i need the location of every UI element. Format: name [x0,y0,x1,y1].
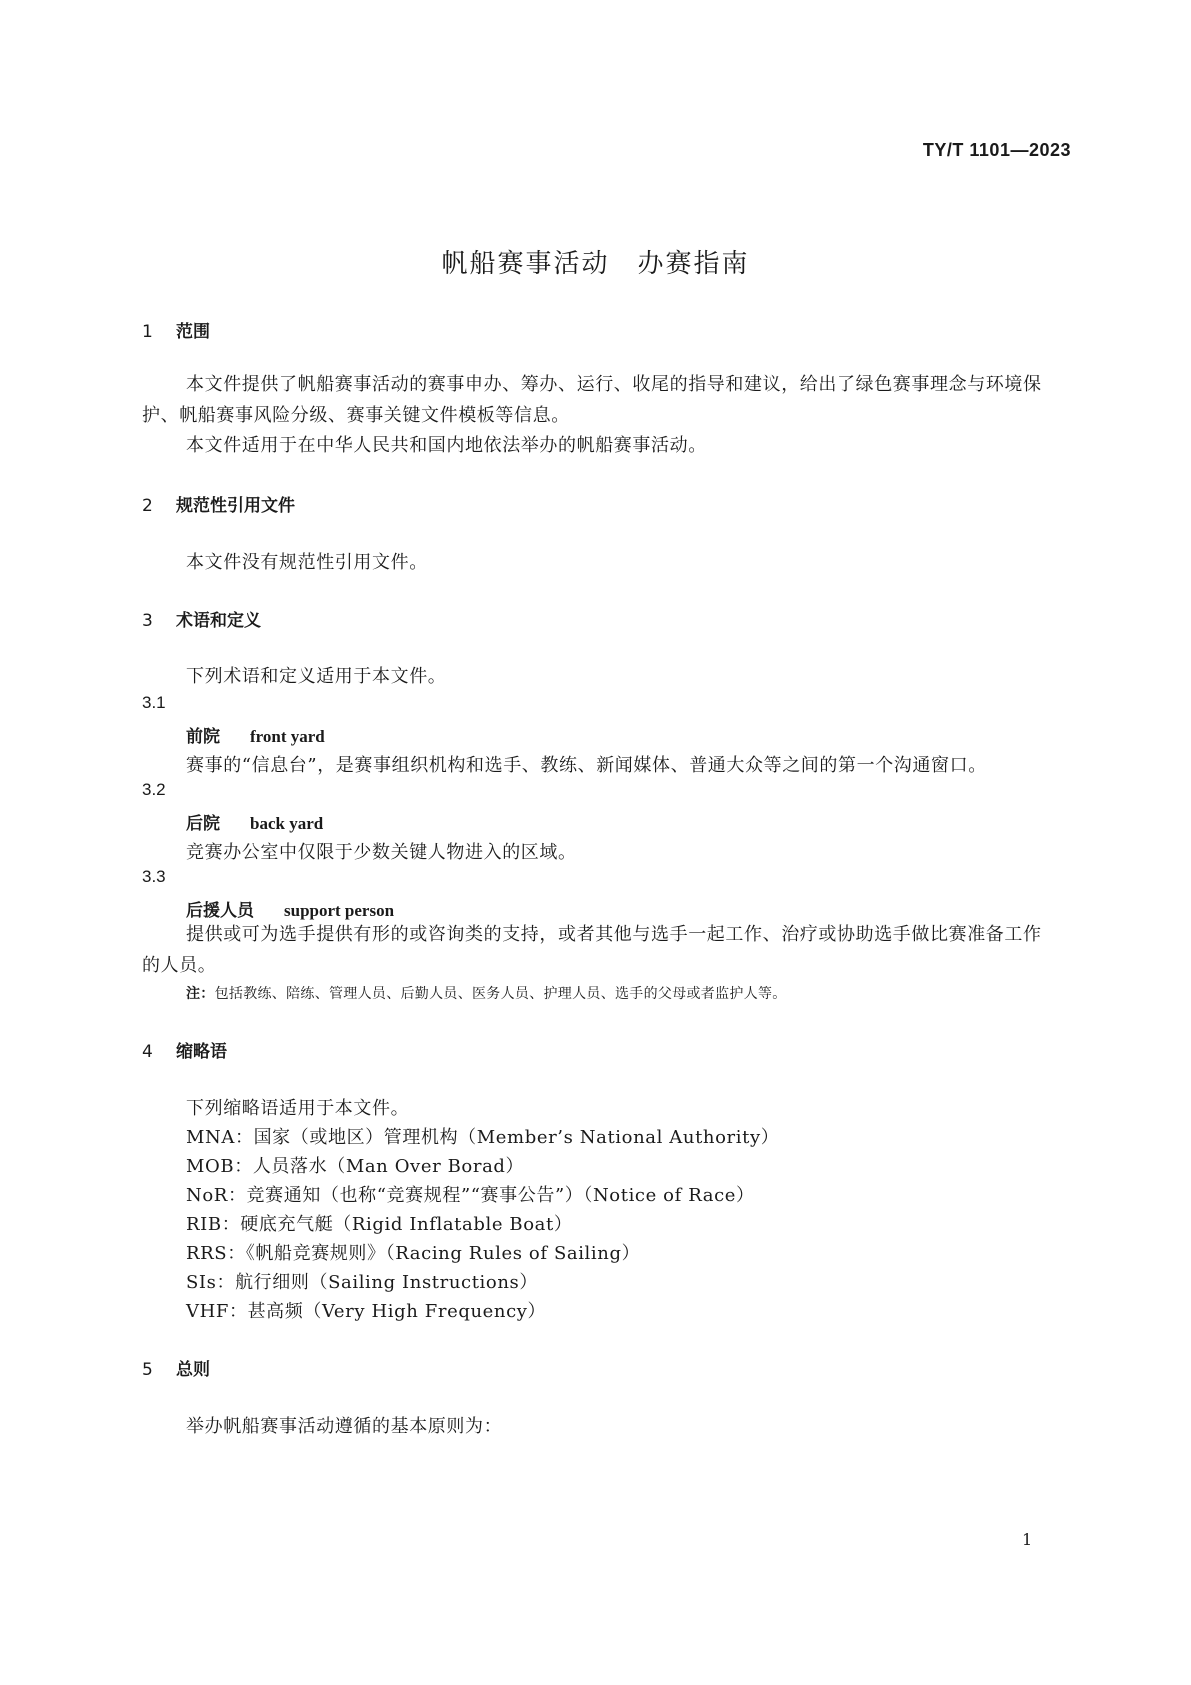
section-number: 4 [142,1042,153,1062]
abbreviation-item: VHF：甚高频（Very High Frequency） [186,1301,547,1322]
term-en: front yard [250,727,325,746]
section-4-heading [142,1037,227,1062]
term-zh: 后院 [186,814,220,834]
abbreviation-item: MNA：国家（或地区）管理机构（Member’s National Authority） [186,1127,780,1148]
section-number: 3 [142,611,153,631]
section-3-heading [142,606,261,631]
term-en: back yard [250,814,324,833]
section-3-paragraph-1: 下列术语和定义适用于本文件。 [186,666,447,687]
section-title: 总则 [176,1360,210,1380]
section-1-paragraph-2: 本文件适用于在中华人民共和国内地依法举办的帆船赛事活动。 [186,435,707,456]
section-2-heading [142,491,295,516]
term-zh: 前院 [186,727,220,747]
note-text: 包括教练、陪练、管理人员、后勤人员、医务人员、护理人员、选手的父母或者监护人等。 [214,986,787,1002]
term-zh: 后援人员 [186,901,254,921]
section-5-paragraph-1: 举办帆船赛事活动遵循的基本原则为： [186,1416,503,1437]
note-label: 注： [186,986,215,1002]
page-number: 1 [1022,1530,1033,1549]
abbreviation-item: RRS：《帆船竞赛规则》（Racing Rules of Sailing） [186,1243,641,1264]
section-title: 术语和定义 [176,611,261,631]
abbreviation-item: MOB：人员落水（Man Over Borad） [186,1156,525,1177]
term-3-3-name [186,896,394,921]
term-3-2-number: 3.2 [142,780,166,799]
section-2-paragraph-1: 本文件没有规范性引用文件。 [186,552,428,573]
document-title: 帆船赛事活动 办赛指南 [441,249,750,279]
section-1-heading [142,317,210,342]
term-3-1-number: 3.1 [142,693,166,712]
section-5-heading [142,1355,210,1380]
section-title: 缩略语 [176,1042,227,1062]
section-4-paragraph-1: 下列缩略语适用于本文件。 [186,1098,410,1119]
abbreviation-item: RIB：硬底充气艇（Rigid Inflatable Boat） [186,1214,573,1235]
standard-code: TY/T 1101—2023 [922,140,1071,160]
section-1-paragraph-1: 本文件提供了帆船赛事活动的赛事申办、筹办、运行、收尾的指导和建议，给出了绿色赛事理念与环境保护、帆船赛事风险分级、赛事关键文件模板等信息。 [142,374,1042,426]
abbreviation-item: NoR：竞赛通知（也称“竞赛规程”“赛事公告”）（Notice of Race） [186,1185,755,1206]
section-number: 1 [142,322,153,342]
term-3-2-definition: 竞赛办公室中仅限于少数关键人物进入的区域。 [186,842,577,863]
term-3-3-number: 3.3 [142,867,166,886]
term-3-1-definition: 赛事的“信息台”，是赛事组织机构和选手、教练、新闻媒体、普通大众等之间的第一个沟通窗口。 [186,755,987,776]
term-en: support person [284,901,395,920]
section-number: 2 [142,496,153,516]
abbreviation-item: SIs：航行细则（Sailing Instructions） [186,1272,538,1293]
term-3-2-name [186,809,323,834]
term-3-1-name [186,722,325,747]
section-title: 规范性引用文件 [176,496,295,516]
section-number: 5 [142,1360,153,1380]
term-3-3-definition: 提供或可为选手提供有形的或咨询类的支持，或者其他与选手一起工作、治疗或协助选手做比赛准备工作的人员。 [142,924,1042,976]
section-title: 范围 [176,322,210,342]
term-3-3-note [186,983,787,1003]
